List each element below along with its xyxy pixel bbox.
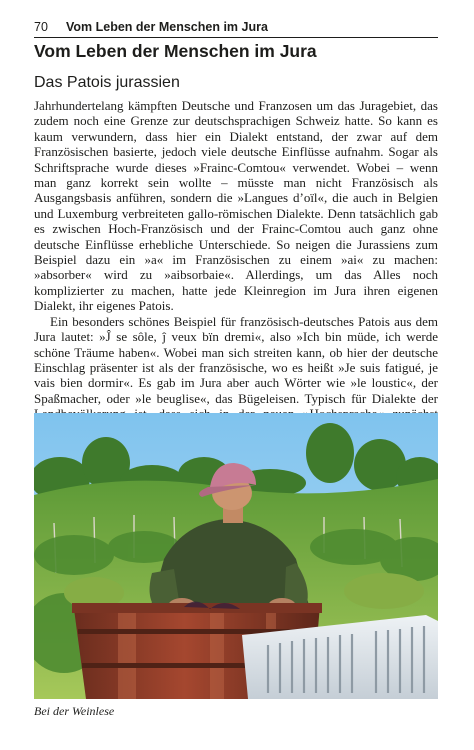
- page-number: 70: [34, 20, 48, 34]
- running-head-title: Vom Leben der Menschen im Jura: [66, 20, 268, 34]
- running-head: [34, 18, 438, 38]
- grape-harvest-photo: [34, 413, 438, 699]
- chapter-title: Vom Leben der Menschen im Jura: [34, 41, 317, 61]
- section-title: Das Patois jurassien: [34, 74, 180, 91]
- body-text: [34, 98, 438, 437]
- paragraph: Jahrhundertelang kämpften Deutsche und Franzosen um das Juragebiet, das zudem noch eine Grenze zur deutschsprachigen Schweiz hatte. So kann es kaum verwundern, dass hier ein Dialekt entstand, der zwar auf dem Französischen basierte, jedoch viele deutsche Einflüsse aufnahm. Sogar als Schriftsprache wurde dieses »Frainc-Comtou« verwendet. Wobei – wenn man ganz korrekt sein wollte – müsste man nicht Französisch als Ausgangsbasis anführen, sondern die »Langues d’oïl«, die auch in Belgien und Luxemburg verbreiteten gallo-römischen Dialekte. Denn tatsächlich gab es zwischen Hoch-Französisch und der Frainc-Comtou auch ganz ohne deutsche Einflüsse erhebliche Unterschiede. So neigen die Jurassiens zum Beispiel dazu ein »a« im Französischen zu einem »ai« zu machen: »absorber« wird zu »aibsorbaie«. Allerdings, um das Alles noch komplizierter zu machen, hatte jede Kleinregion im Jura ihren eigenen Dialekt, ihr eigenes Patois.: [34, 98, 438, 314]
- photo-caption: Bei der Weinlese: [34, 704, 115, 718]
- paragraph: Ein besonders schönes Beispiel für französisch-deutsches Patois aus dem Jura lautet: »Ĵ se sôle, ĵ veux bïn dremi«, also »Ich bin müde, ich werde schöne Träume haben«. Wobei man sich streiten kann, ob hier der deutsche Einschlag präsenter ist als der französische, wo es heißt »Je suis fatigué, je vais bien dormir«. Es gab im Jura aber auch Wörter wie »le loustic«, der Spaßmacher, oder »le beuglise«, das Bügeleisen. Typisch für Dialekte der: [34, 313, 438, 406]
